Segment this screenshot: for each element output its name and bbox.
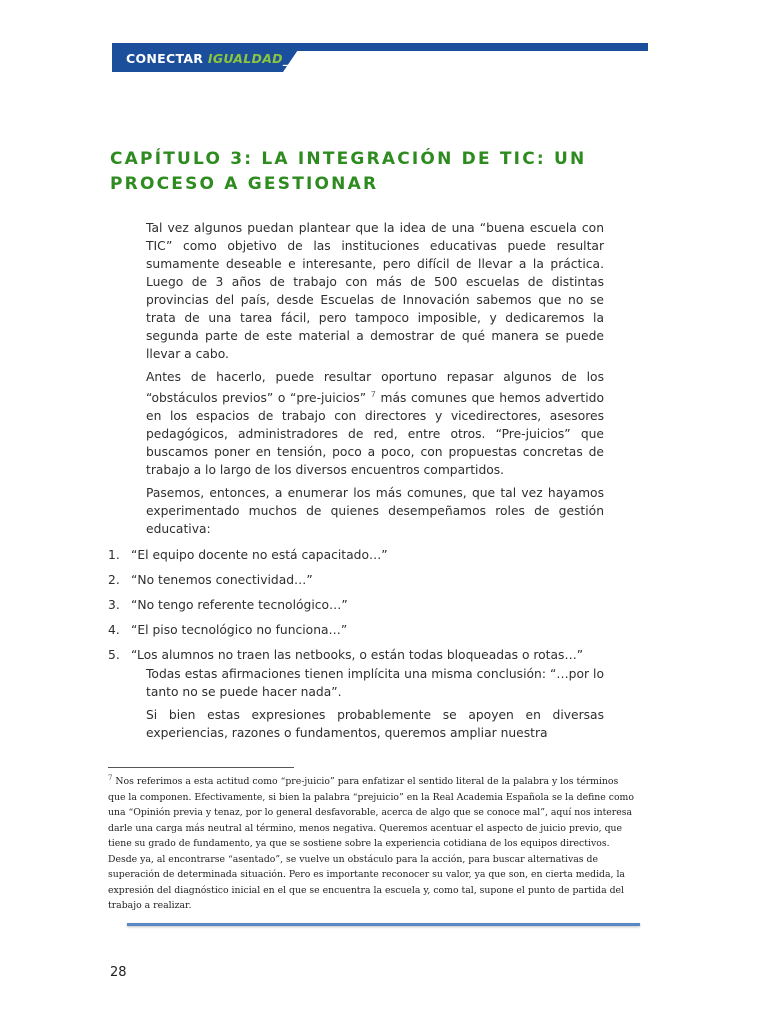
paragraph-5: Si bien estas expresiones probablemente se apoyen en diversas experiencias, razones o fundamentos, queremos ampliar nuestra: [146, 708, 604, 740]
paragraph-2: [146, 368, 604, 479]
logo-text-conectar: CONECTAR: [126, 51, 208, 66]
list-item: [108, 568, 628, 593]
list-number: 1.: [108, 548, 120, 562]
paragraph-2-start: Antes de hacerlo, puede resultar oportuno repasar algunos de los “obstáculos previos” o “pre-juicios”: [146, 370, 604, 406]
footnote-ref-7[interactable]: 7: [370, 390, 376, 399]
list-number: 2.: [108, 573, 120, 587]
footnote-text: Nos referimos a esta actitud como “pre-juicio” para enfatizar el sentido literal de la palabra y los términos que la componen. Efectivamente, si bien la palabra “prejuicio” en la Real Academia Española se la define como una “Opinión previa y tenaz, por lo general desfavorable, acerca de algo que se conoce mal”, aquí nos interesa darle una carga más neutral al término, menos negativa. Queremos acentuar el aspecto de juicio previo, que tiene su grado de fundamento, ya que se sostiene sobre la experiencia cotidiana de los equipos directivos. Desde ya, al encontrarse “asentado”, se vuelve un obstáculo para la acción, para buscar alternativas de superación de determinada situación. Pero es importante reconocer su valor, ya que son, en cierta medida, la expresión del diagnóstico inicial en el que se encuentra la escuela y, como tal, supone el punto de partida del trabajo a realizar.: [108, 776, 634, 912]
conectar-igualdad-logo: [126, 51, 289, 66]
paragraph-3: Pasemos, entonces, a enumerar los más comunes, que tal vez hayamos experimentado muchos de quienes desempeñamos roles de gestión educativa:: [146, 486, 604, 537]
paragraph-1: Tal vez algunos puedan plantear que la idea de una “buena escuela con TIC” como objetivo de las instituciones educativas puede resultar sumamente deseable e interesante, pero difícil de llevar a la práctica. Luego de 3 años de trabajo con más de 500 escuelas de distintas provincias del país, desde Escuelas de Innovación sabemos que no se trata de una tarea fácil, pero tampoco imposible, y dedicaremos la segunda parte de este material a demostrar de qué manera se puede llevar a cabo.: [146, 221, 604, 361]
list-item: [108, 593, 628, 618]
list-text: “No tengo referente tecnológico…”: [131, 598, 348, 612]
list-text: “El piso tecnológico no funciona…”: [131, 623, 348, 637]
logo-text-igualdad: IGUALDAD: [207, 51, 283, 66]
logo-text-suffix: _: [282, 51, 290, 66]
page-number: 28: [110, 965, 127, 980]
list-item: [108, 543, 628, 568]
list-item: [108, 618, 628, 643]
footnote-7: [108, 771, 638, 914]
list-text: “El equipo docente no está capacitado…”: [131, 548, 388, 562]
chapter-title: CAPÍTULO 3: LA INTEGRACIÓN DE TIC: UN PROCESO A GESTIONAR: [110, 149, 587, 194]
footnote-divider: [108, 767, 294, 768]
body-text-continued: [146, 665, 604, 747]
paragraph-2-end: más comunes que hemos advertido en los espacios de trabajo con directores y vicedirectores, asesores pedagógicos, administradores de red, entre otros. “Pre-juicios” que buscamos poner en tensión, poco a poco, con propuestas concretas de trabajo a lo largo de los diversos encuentros compartidos.: [146, 391, 604, 478]
list-number: 3.: [108, 598, 120, 612]
list-text: “Los alumnos no traen las netbooks, o están todas bloqueadas o rotas…”: [131, 648, 584, 662]
footer-divider: [127, 923, 640, 926]
body-text: [146, 219, 604, 543]
footnote-number: 7: [108, 774, 113, 782]
list-number: 4.: [108, 623, 120, 637]
list-number: 5.: [108, 648, 120, 662]
paragraph-4: Todas estas afirmaciones tienen implícita una misma conclusión: “…por lo tanto no se puede hacer nada”.: [146, 667, 604, 699]
obstacles-list: [108, 543, 628, 668]
list-text: “No tenemos conectividad…”: [131, 573, 313, 587]
